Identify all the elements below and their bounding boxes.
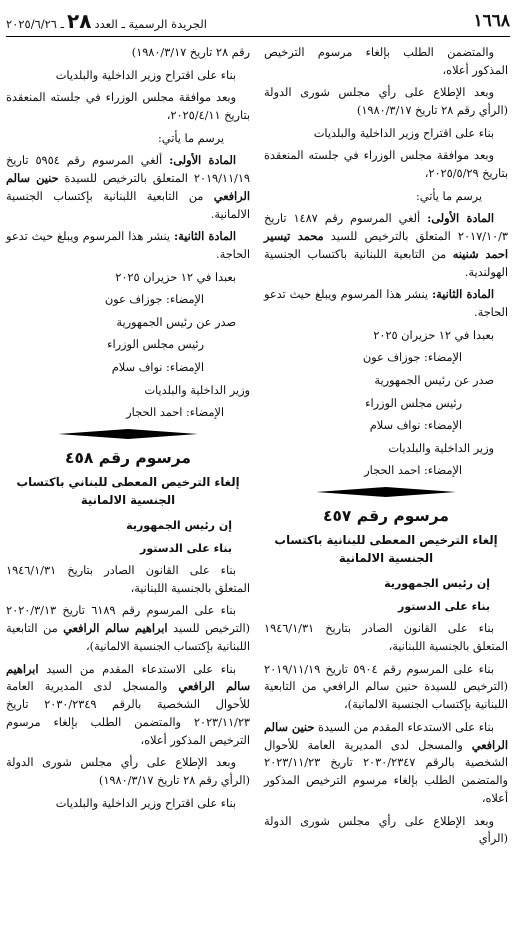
issued-by: صدر عن رئيس الجمهورية — [374, 373, 494, 387]
gazette-title — [6, 9, 207, 33]
constitution-heading: بناء على الدستور — [140, 541, 232, 555]
article-label: المادة الأولى: — [427, 211, 494, 226]
constitution-heading: بناء على الدستور — [398, 599, 490, 613]
paragraph: بناء على اقتراح وزير الداخلية والبلديات — [55, 68, 236, 82]
article-1: المادة الأولى: ألغي المرسوم رقم ١٤٨٧ تاريخ ٢٠١٧/١٠/٣ المتعلق بالترخيص للسيد محمد تيسير احمد شنينه من التابعية اللبنانية باكتساب الجنسية الهولندية. — [264, 211, 508, 279]
paragraph: بناء على القانون الصادر بتاريخ ١٩٤٦/١/٣١ المتعلق بالجنسية اللبنانية، — [6, 564, 250, 595]
paragraph: وبعد الإطلاع على رأي مجلس شورى الدولة (الرأي رقم ٢٨ تاريخ ١٩٨٠/٣/١٧) — [6, 756, 250, 788]
person-name: محمد تيسير احمد شنينه — [264, 229, 508, 261]
signature: الإمضاء: جوزاف عون — [104, 293, 204, 307]
person-name: حنين سالم الرافعي — [6, 170, 250, 203]
president-heading: إن رئيس الجمهورية — [384, 577, 490, 591]
signature: الإمضاء: نواف سلام — [369, 419, 462, 433]
paragraph: بناء على الاستدعاء المقدم من السيدة حنين سالم الرافعي والمسجل لدى المديرية العامة للأحوال الشخصية بالرقم ٢٠٣٠/٢٣٤٧ تاريخ ٢٠٢٣/١١/٢٣ والمتضمن الطلب بإلغاء مرسوم الترخيص المذكور أعلاه، — [264, 719, 508, 806]
page-header — [6, 6, 510, 37]
paragraph: وبعد الإطلاع على رأي مجلس شورى الدولة (الرأي رقم ٢٨ تاريخ ١٩٨٠/٣/١٧) — [264, 86, 508, 118]
paragraph: بناء على اقتراح وزير الداخلية والبلديات — [55, 796, 236, 810]
article-1: المادة الأولى: ألغي المرسوم رقم ٥٩٥٤ تاريخ ٢٠١٩/١١/١٩ المتعلق بالترخيص للسيدة حنين سالم الرافعي من التابعية اللبنانية بإكتساب الجنسية الالمانية. — [6, 153, 250, 221]
decree-formula: يرسم ما يأتي: — [416, 189, 482, 203]
gazette-name: الجريدة الرسمية ـ العدد — [94, 17, 207, 31]
signatory-title: وزير الداخلية والبلديات — [388, 441, 494, 455]
president-heading: إن رئيس الجمهورية — [126, 518, 232, 532]
issue-date: ـ ٢٠٢٥/٦/٢٦ — [6, 17, 65, 31]
article-label: المادة الثانية: — [432, 287, 494, 302]
person-name: ابراهيم سالم الرافعي — [6, 661, 250, 694]
paragraph: بناء على المرسوم رقم ٦١٨٩ تاريخ ٢٠٢٠/٣/١٣ (الترخيص للسيد ابراهيم سالم الرافعي من التابعية اللبنانية بإكتساب الجنسية الالمانية)، — [6, 604, 250, 654]
decree-formula: يرسم ما يأتي: — [158, 131, 224, 145]
left-column — [6, 44, 250, 817]
article-2: المادة الثانية: ينشر هذا المرسوم ويبلغ حيث تدعو الحاجة. — [6, 229, 250, 261]
paragraph: وبعد موافقة مجلس الوزراء في جلسته المنعقدة بتاريخ ٢٠٢٥/٤/١١، — [6, 91, 250, 122]
decree-title: مرسوم رقم ٤٥٨ — [65, 448, 191, 467]
signature: الإمضاء: احمد الحجار — [364, 464, 462, 478]
page-number: ١٦٦٨ — [473, 11, 510, 31]
signatory-title: وزير الداخلية والبلديات — [144, 383, 250, 397]
signature: الإمضاء: جوزاف عون — [362, 351, 462, 365]
paragraph: والمتضمن الطلب بإلغاء مرسوم الترخيص المذكور أعلاه، — [264, 46, 508, 77]
paragraph: وبعد موافقة مجلس الوزراء في جلسته المنعقدة بتاريخ ٢٠٢٥/٥/٢٩، — [264, 149, 508, 181]
right-column — [264, 44, 508, 853]
paragraph: بناء على الاستدعاء المقدم من السيد ابراهيم سالم الرافعي والمسجل لدى المديرية العامة للأحوال الشخصية بالرقم ٢٠٣٠/٢٣٤٩ تاريخ ٢٠٢٣/١١/٢٣ والمتضمن الطلب بإلغاء مرسوم الترخيص المذكور أعلاه، — [6, 661, 251, 747]
signatory-title: رئيس مجلس الوزراء — [107, 338, 204, 352]
decree-subtitle: إلغاء الترخيص المعطى للبناني باكتساب الجنسية الالمانية — [16, 474, 240, 507]
article-label: المادة الثانية: — [174, 229, 236, 244]
signing-date: بعبدا في ١٢ حزيران ٢٠٢٥ — [373, 328, 494, 342]
decree-subtitle: إلغاء الترخيص المعطى للبنانية باكتساب الجنسية الالمانية — [274, 533, 498, 566]
signing-date: بعبدا في ١٢ حزيران ٢٠٢٥ — [115, 270, 236, 284]
issued-by: صدر عن رئيس الجمهورية — [116, 315, 236, 329]
section-divider — [6, 429, 250, 439]
person-name: ابراهيم سالم الرافعي — [63, 621, 168, 636]
signature: الإمضاء: احمد الحجار — [126, 406, 224, 420]
person-name: حنين سالم الرافعي — [264, 719, 508, 752]
paragraph: بناء على القانون الصادر بتاريخ ١٩٤٦/١/٣١ المتعلق بالجنسية اللبنانية، — [264, 622, 508, 654]
article-2: المادة الثانية: ينشر هذا المرسوم ويبلغ حيث تدعو الحاجة. — [264, 287, 508, 320]
decree-title: مرسوم رقم ٤٥٧ — [323, 507, 449, 526]
signature: الإمضاء: نواف سلام — [111, 360, 204, 374]
paragraph: بناء على اقتراح وزير الداخلية والبلديات — [313, 126, 494, 140]
section-divider — [264, 487, 508, 497]
article-label: المادة الأولى: — [169, 153, 236, 168]
issue-number: ٢٨ — [67, 9, 92, 33]
signatory-title: رئيس مجلس الوزراء — [365, 396, 462, 410]
paragraph: وبعد الإطلاع على رأي مجلس شورى الدولة (الرأي — [264, 814, 508, 846]
paragraph: رقم ٢٨ تاريخ ١٩٨٠/٣/١٧) — [131, 46, 250, 59]
paragraph: بناء على المرسوم رقم ٥٩٠٤ تاريخ ٢٠١٩/١١/١٩ (الترخيص للسيدة حنين سالم الرافعي من التابعية اللبنانية بإكتساب الجنسية الالمانية)، — [264, 662, 508, 712]
